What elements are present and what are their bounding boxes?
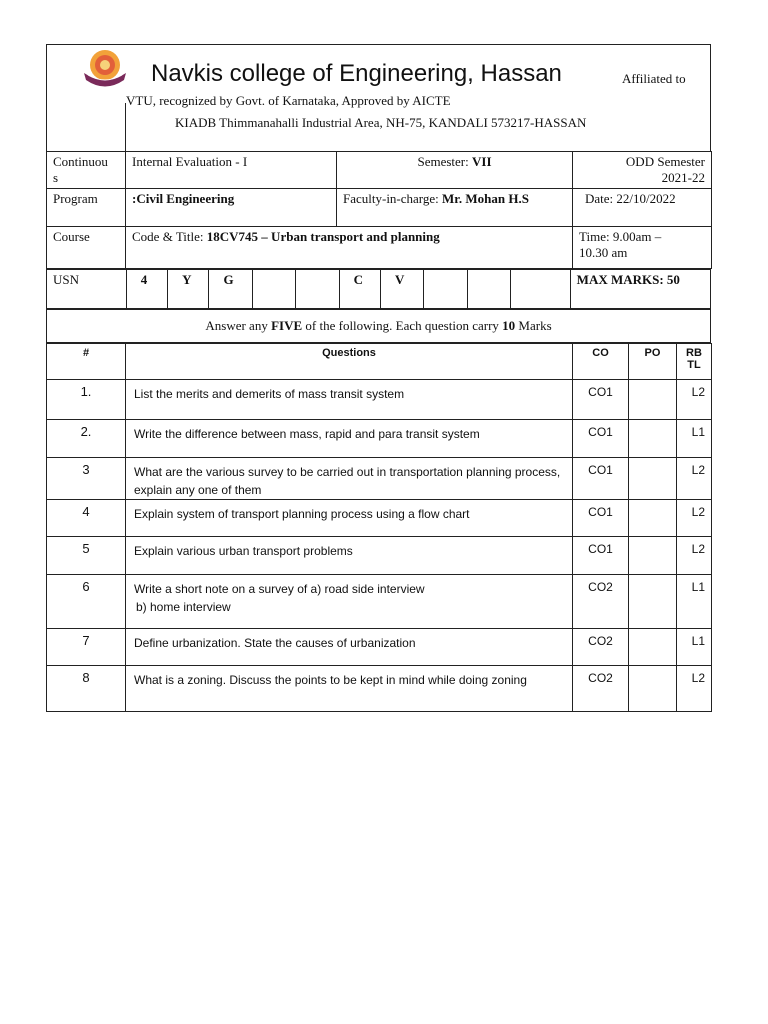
usn-label: USN xyxy=(47,270,127,309)
question-co: CO1 xyxy=(573,380,629,420)
question-row xyxy=(47,666,712,712)
usn-row xyxy=(47,270,711,309)
question-number: 2. xyxy=(47,420,126,458)
evaluation-label-b: s xyxy=(53,170,59,185)
question-text: Define urbanization. State the causes of urbanization xyxy=(126,629,573,666)
instruction-middle: of the following. Each question carry xyxy=(302,318,503,333)
usn-char-3[interactable]: G xyxy=(209,270,252,309)
question-po xyxy=(629,537,677,575)
affiliation-line2: VTU, recognized by Govt. of Karnataka, Approved by AICTE xyxy=(126,93,451,108)
question-rbtl: L2 xyxy=(677,458,712,500)
header-divider xyxy=(125,103,126,151)
course-label: Course xyxy=(47,227,126,269)
question-po xyxy=(629,666,677,712)
usn-char-10[interactable] xyxy=(511,270,571,309)
question-rbtl: L2 xyxy=(677,500,712,537)
max-marks: MAX MARKS: 50 xyxy=(570,270,710,309)
usn-char-6[interactable]: C xyxy=(339,270,380,309)
question-text: List the merits and demerits of mass transit system xyxy=(126,380,573,420)
instruction-marks: 10 xyxy=(502,318,516,333)
question-text-line2: b) home interview xyxy=(136,600,231,614)
question-po xyxy=(629,420,677,458)
question-co: CO1 xyxy=(573,420,629,458)
question-po xyxy=(629,500,677,537)
question-co: CO1 xyxy=(573,537,629,575)
question-po xyxy=(629,380,677,420)
question-number: 4 xyxy=(47,500,126,537)
question-co: CO2 xyxy=(573,629,629,666)
usn-char-7[interactable]: V xyxy=(380,270,423,309)
program-row xyxy=(47,189,712,227)
question-po xyxy=(629,629,677,666)
evaluation-label xyxy=(47,152,126,189)
header-number: # xyxy=(47,344,126,380)
usn-char-8[interactable] xyxy=(424,270,467,309)
question-text: What are the various survey to be carried out in transportation planning process, explain any one of them xyxy=(126,458,573,500)
course-title-cell xyxy=(126,227,573,269)
question-row xyxy=(47,537,712,575)
college-emblem-icon xyxy=(80,47,130,89)
question-number: 3 xyxy=(47,458,126,500)
usn-char-5[interactable] xyxy=(296,270,339,309)
question-co: CO1 xyxy=(573,500,629,537)
question-number: 1. xyxy=(47,380,126,420)
header-rbtl xyxy=(677,344,712,380)
instruction-text xyxy=(47,310,711,343)
odd-semester-label: ODD Semester xyxy=(625,154,705,169)
question-rbtl: L2 xyxy=(677,666,712,712)
question-co: CO1 xyxy=(573,458,629,500)
questions-header-row xyxy=(47,344,712,380)
exam-time-cell xyxy=(573,227,712,269)
question-number: 5 xyxy=(47,537,126,575)
evaluation-value: Internal Evaluation - I xyxy=(126,152,337,189)
college-name: Navkis college of Engineering, Hassan xyxy=(151,60,562,87)
exam-info-table xyxy=(46,151,712,269)
header-rbtl-b: TL xyxy=(687,359,701,371)
question-rbtl: L1 xyxy=(677,629,712,666)
header-questions: Questions xyxy=(126,344,573,380)
usn-char-1[interactable]: 4 xyxy=(126,270,167,309)
question-co: CO2 xyxy=(573,575,629,629)
question-po xyxy=(629,458,677,500)
question-row xyxy=(47,629,712,666)
question-rbtl: L1 xyxy=(677,575,712,629)
usn-char-4[interactable] xyxy=(252,270,295,309)
instruction-row xyxy=(47,310,711,343)
faculty-label: Faculty-in-charge: xyxy=(343,191,443,206)
header-co: CO xyxy=(573,344,629,380)
semester-label: Semester: xyxy=(417,154,472,169)
semester-value: VII xyxy=(472,154,492,169)
instruction-count: FIVE xyxy=(271,318,303,333)
questions-table xyxy=(46,343,712,712)
course-title-value: 18CV745 – Urban transport and planning xyxy=(206,229,440,244)
header-rbtl-a: RB xyxy=(686,347,702,359)
question-text: Explain various urban transport problems xyxy=(126,537,573,575)
question-co: CO2 xyxy=(573,666,629,712)
program-label: Program xyxy=(47,189,126,227)
question-row xyxy=(47,458,712,500)
question-text xyxy=(126,575,573,629)
course-title-label: Code & Title: xyxy=(132,229,207,244)
question-text: What is a zoning. Discuss the points to be kept in mind while doing zoning xyxy=(126,666,573,712)
college-address: KIADB Thimmanahalli Industrial Area, NH-75, KANDALI 573217-HASSAN xyxy=(175,115,587,130)
question-row xyxy=(47,500,712,537)
question-text: Explain system of transport planning process using a flow chart xyxy=(126,500,573,537)
usn-char-9[interactable] xyxy=(467,270,510,309)
college-header xyxy=(46,44,711,151)
question-rbtl: L1 xyxy=(677,420,712,458)
question-number: 8 xyxy=(47,666,126,712)
instruction-suffix: Marks xyxy=(515,318,552,333)
exam-date: Date: 22/10/2022 xyxy=(573,189,712,227)
question-rbtl: L2 xyxy=(677,380,712,420)
instruction-prefix: Answer any xyxy=(205,318,272,333)
faculty-value: Mr. Mohan H.S xyxy=(442,191,529,206)
question-row xyxy=(47,380,712,420)
evaluation-label-a: Continuou xyxy=(53,154,108,169)
faculty-cell xyxy=(337,189,573,227)
question-row xyxy=(47,575,712,629)
question-row xyxy=(47,420,712,458)
odd-semester-cell xyxy=(573,152,712,189)
academic-year: 2021-22 xyxy=(661,170,705,185)
exam-time-line2: 10.30 am xyxy=(579,245,628,260)
question-number: 6 xyxy=(47,575,126,629)
instruction-table xyxy=(46,309,711,343)
semester-cell xyxy=(337,152,573,189)
program-value: :Civil Engineering xyxy=(126,189,337,227)
exam-time-line1: Time: 9.00am – xyxy=(579,229,662,244)
header-po: PO xyxy=(629,344,677,380)
question-number: 7 xyxy=(47,629,126,666)
course-row xyxy=(47,227,712,269)
question-text-line1: Write a short note on a survey of a) road side interview xyxy=(134,582,425,596)
question-rbtl: L2 xyxy=(677,537,712,575)
question-paper xyxy=(46,44,711,712)
evaluation-row xyxy=(47,152,712,189)
question-text: Write the difference between mass, rapid and para transit system xyxy=(126,420,573,458)
question-po xyxy=(629,575,677,629)
affiliation-line1: Affiliated to xyxy=(622,71,686,86)
usn-table xyxy=(46,269,711,309)
usn-char-2[interactable]: Y xyxy=(168,270,209,309)
